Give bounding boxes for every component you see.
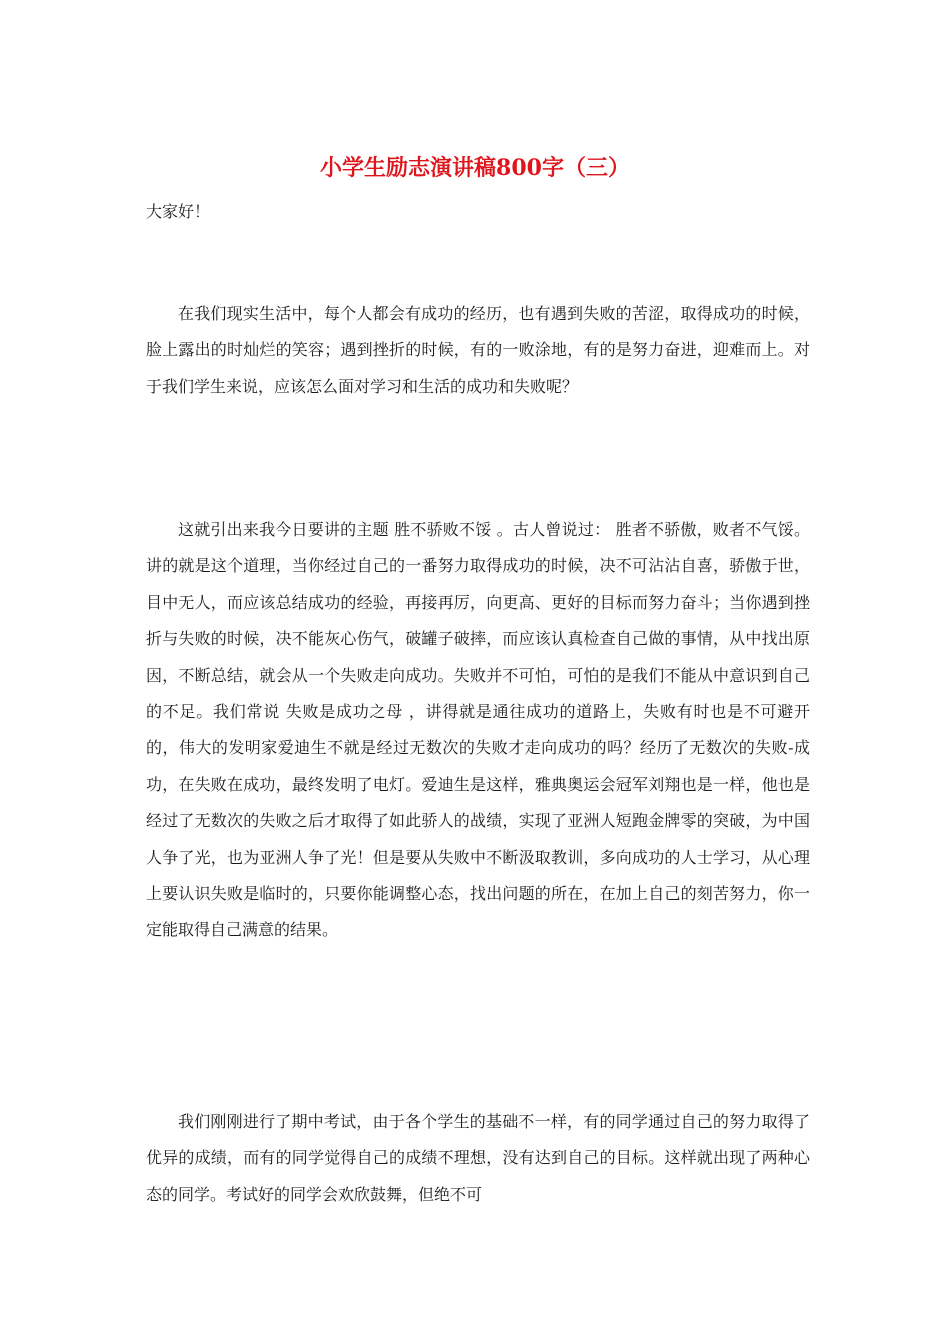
document-title: 小学生励志演讲稿800字（三）: [320, 155, 630, 181]
paragraph-1: 在我们现实生活中，每个人都会有成功的经历，也有遇到失败的苦涩，取得成功的时候，脸上露出的时灿烂的笑容；遇到挫折的时候，有的一败涂地，有的是努力奋进，迎难而上。对于我们学生来说，应该怎么面对学习和生活的成功和失败呢？: [146, 304, 810, 396]
paragraph-3: 我们刚刚进行了期中考试，由于各个学生的基础不一样，有的同学通过自己的努力取得了优异的成绩，而有的同学觉得自己的成绩不理想，没有达到自己的目标。这样就出现了两种心态的同学。考试好的同学会欢欣鼓舞，但绝不可: [146, 1112, 810, 1204]
greeting-text: 大家好！: [146, 202, 211, 221]
paragraph-2: 这就引出来我今日要讲的主题 胜不骄败不馁 。古人曾说过： 胜者不骄傲，败者不气馁。 讲的就是这个道理，当你经过自己的一番努力取得成功的时候，决不可沾沾自喜，骄傲于世，目中无人，而应该总结成功的经验，再接再厉，向更高、更好的目标而努力奋斗；当你遇到挫折与失败的时候，决不能灰心伤气，破罐子破摔，而应该认真检查自己做的事情，从中找出原因，不断总结，就会从一个失败走向成功。失败并不可怕，可怕的是我们不能从中意识到自己的不足。我们常说 失败是成功之母 ，讲得就是通往成功的道路上，失败有时也是不可避开的，伟大的发明家爱迪生不就是经过无数次的失败才走向成功的吗？经历了无数次的失败-成功，在失败在成功，最终发明了电灯。爱迪生是这样，雅典奥运会冠军刘翔也是一样，他也是经过了无数次的失败之后才取得了如此骄人的战绩，实现了亚洲人短跑金牌零的突破，为中国人争了光，也为亚洲人争了光！但是要从失败中不断汲取教训，多向成功的人士学习，从心理上要认识失败是临时的，只要你能调整心态，找出问题的所在，在加上自己的刻苦努力，你一定能取得自己满意的结果。: [146, 520, 810, 940]
